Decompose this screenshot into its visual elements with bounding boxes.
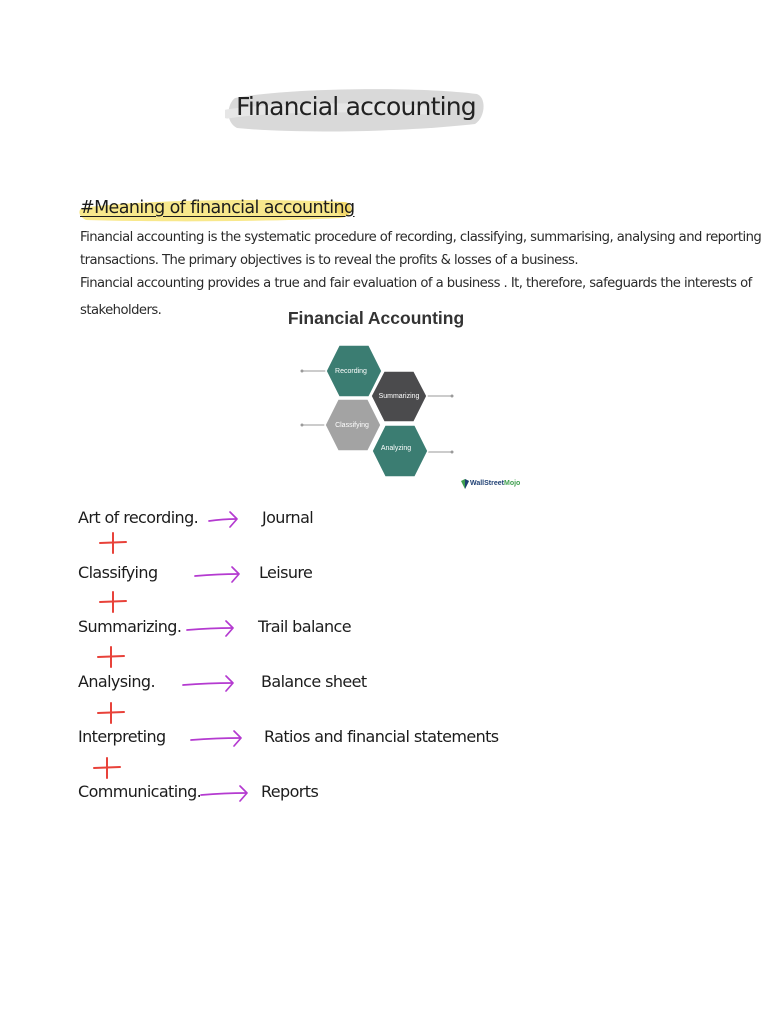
arrow-icon [206,508,240,532]
hexagon-label-recording: Recording [335,368,367,375]
paragraph-line-4: stakeholders. [80,303,162,318]
hexagon-label-analyzing: Analyzing [380,445,412,452]
mapping-term: Art of recording. [78,508,199,527]
mapping-term: Analysing. [78,672,155,691]
page-title: Financial accounting [236,92,476,121]
section-heading: #Meaning of financial accounting [80,198,355,218]
heading-block [78,192,358,226]
mapping-row [78,561,598,591]
financial-accounting-figure [276,300,542,496]
hexagon-label-summarizing: Summarizing [378,393,420,400]
mapping-result: Balance sheet [261,672,367,691]
brand-text-part1: WallStreet [470,480,504,487]
brand-icon [460,478,470,490]
figure-title: Financial Accounting [287,308,465,328]
mapping-row [78,780,598,810]
mapping-row [78,506,598,536]
mapping-result: Ratios and financial statements [264,727,499,746]
mapping-row [78,670,598,700]
plus-icon [98,531,128,555]
arrow-icon [188,727,244,751]
mapping-result: Reports [261,782,319,801]
brand-text-part2: Mojo [503,480,521,487]
mapping-term: Communicating. [78,782,202,801]
wallstreetmojo-logo [470,480,520,487]
arrow-icon [184,617,236,641]
mapping-result: Leisure [259,563,313,582]
paragraph-line-3: Financial accounting provides a true and fair evaluation of a business . It, therefore, safeguards the interests of [80,276,752,291]
mapping-row [78,615,598,645]
mapping-row [78,725,598,755]
plus-icon [98,590,128,614]
mapping-term: Summarizing. [78,617,182,636]
hexagon-diagram [276,300,542,496]
arrow-icon [198,782,250,806]
paragraph-line-1: Financial accounting is the systematic procedure of recording, classifying, summarising, analysing and reporting [80,230,762,245]
mapping-term: Interpreting [78,727,166,746]
title-block [225,84,487,136]
hexagon-label-classifying: Classifying [335,422,369,429]
arrow-icon [180,672,236,696]
arrow-icon [192,563,242,587]
plus-icon [96,701,126,725]
plus-icon [96,645,126,669]
mapping-result: Journal [262,508,314,527]
paragraph-line-2: transactions. The primary objectives is to reveal the profits & losses of a business. [80,253,578,268]
mapping-result: Trail balance [258,617,351,636]
plus-icon [92,756,122,780]
mapping-term: Classifying [78,563,158,582]
